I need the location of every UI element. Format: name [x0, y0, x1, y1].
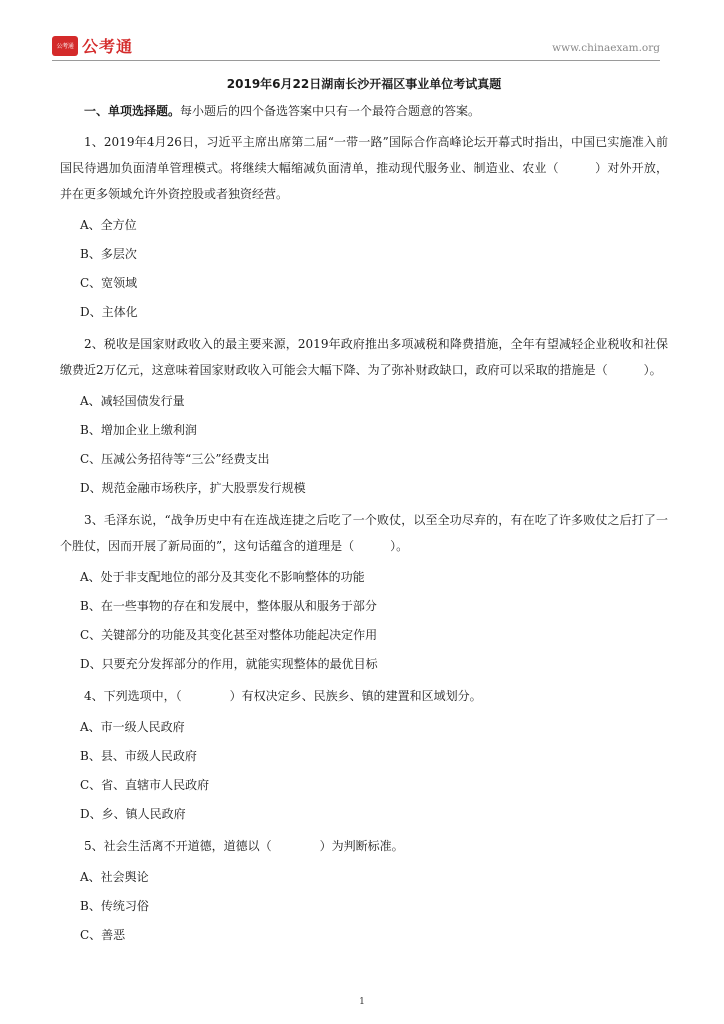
question-3-option-a: A、处于非支配地位的部分及其变化不影响整体的功能: [80, 570, 365, 584]
question-5-option-a: A、社会舆论: [80, 870, 149, 884]
question-4-option-d: D、乡、镇人民政府: [80, 807, 186, 821]
section-heading: [60, 101, 668, 121]
page-number: 1: [359, 997, 365, 1007]
question-5-option-c: C、善恶: [80, 928, 126, 942]
question-stem-2: 2、税收是国家财政收入的最主要来源，2019年政府推出多项减税和降费措施，全年有望减轻企业税收和社保缴费近2万亿元，这意味着国家财政收入可能会大幅下降、为了弥补财政缺口，政府可以采取的措施是（ ）。: [60, 337, 668, 377]
document-title: 2019年6月22日湖南长沙开福区事业单位考试真题: [226, 77, 502, 91]
question-3-option-d: D、只要充分发挥部分的作用，就能实现整体的最优目标: [80, 657, 378, 671]
site-url-link[interactable]: www.chinaexam.org: [552, 42, 660, 54]
header-divider: [52, 60, 660, 61]
question-2-option-c: C、压减公务招待等“三公”经费支出: [80, 452, 270, 466]
section-heading-label: 一、单项选择题。: [84, 104, 181, 118]
logo-badge-icon: 公考通: [52, 36, 78, 56]
document-body: [60, 74, 668, 954]
question-1-option-b: B、多层次: [80, 247, 137, 261]
question-2-option-a: A、减轻国债发行量: [80, 394, 185, 408]
question-3-option-b: B、在一些事物的存在和发展中，整体服从和服务于部分: [80, 599, 377, 613]
question-stem-4: 4、下列选项中，（ ）有权决定乡、民族乡、镇的建置和区域划分。: [84, 689, 482, 703]
question-2-option-b: B、增加企业上缴利润: [80, 423, 197, 437]
question-4-option-b: B、县、市级人民政府: [80, 749, 197, 763]
question-stem-5: 5、社会生活离不开道德，道德以（ ）为判断标准。: [84, 839, 404, 853]
question-stem-3: 3、毛泽东说，“战争历史中有在连战连捷之后吃了一个败仗，以至全功尽弃的，有在吃了许多败仗之后打了一个胜仗，因而开展了新局面的”，这句话蕴含的道理是（ ）。: [60, 513, 668, 553]
question-1-option-d: D、主体化: [80, 305, 138, 319]
question-3-option-c: C、关键部分的功能及其变化甚至对整体功能起决定作用: [80, 628, 378, 642]
section-description: 每小题后的四个备选答案中只有一个最符合题意的答案。: [180, 104, 481, 118]
question-stem-1: 1、2019年4月26日，习近平主席出席第二届“一带一路”国际合作高峰论坛开幕式时指出，中国已实施准入前国民待遇加负面清单管理模式。将继续大幅缩减负面清单，推动现代服务业、制造业、农业（ ）对外开放，并在更多领域允许外资控股或者独资经营。: [60, 135, 668, 201]
logo-text: 公考通: [82, 37, 134, 56]
question-4-option-c: C、省、直辖市人民政府: [80, 778, 210, 792]
page-header: [52, 34, 660, 58]
question-4-option-a: A、市一级人民政府: [80, 720, 185, 734]
question-1-option-a: A、全方位: [80, 218, 137, 232]
brand-logo[interactable]: [52, 34, 133, 57]
question-1-option-c: C、宽领域: [80, 276, 138, 290]
question-2-option-d: D、规范金融市场秩序，扩大股票发行规模: [80, 481, 306, 495]
question-5-option-b: B、传统习俗: [80, 899, 149, 913]
